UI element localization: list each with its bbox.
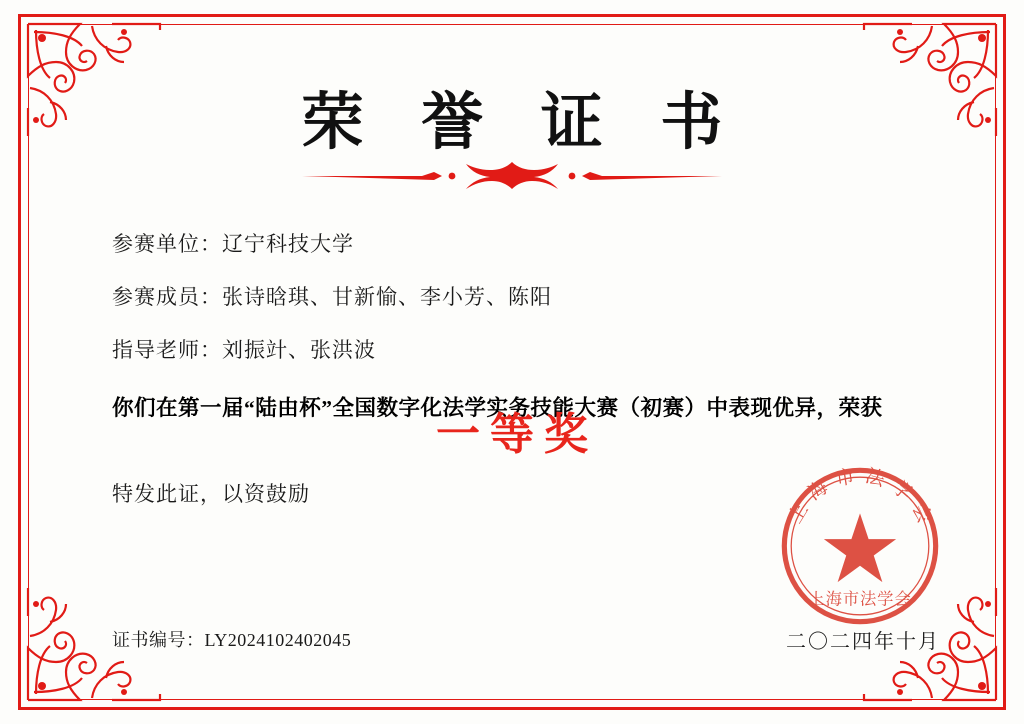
svg-text:上海市法学会: 上海市法学会 [808, 589, 912, 609]
field-value-members: 张诗晗琪、甘新愉、李小芳、陈阳 [222, 285, 552, 309]
divider-flourish-icon [302, 158, 722, 192]
serial-number [112, 626, 351, 652]
certificate-title: 荣 誉 证 书 [301, 85, 741, 158]
serial-value: LY2024102402045 [204, 630, 352, 650]
field-value-unit: 辽宁科技大学 [222, 232, 354, 256]
closing-statement: 特发此证，以资鼓励 [112, 482, 310, 506]
field-row-advisors [112, 328, 934, 372]
field-label-members: 参赛成员： [112, 285, 222, 309]
official-seal-icon [774, 460, 946, 632]
field-row-unit [112, 222, 934, 266]
serial-label: 证书编号： [112, 630, 205, 650]
field-label-unit: 参赛单位： [112, 232, 222, 256]
field-value-advisors: 刘振竍、张洪波 [222, 338, 376, 362]
issue-date: 二〇二四年十月 [786, 631, 940, 653]
field-label-advisors: 指导老师： [112, 338, 222, 362]
field-row-members [112, 275, 934, 319]
prize-level: 一等奖 [436, 409, 598, 460]
achievement-statement: 你们在第一届“陆由杯”全国数字化法学实务技能大赛（初赛）中表现优异，荣获 [112, 396, 883, 420]
svg-text:上海市法学会: 上海市法学会 [784, 464, 940, 535]
